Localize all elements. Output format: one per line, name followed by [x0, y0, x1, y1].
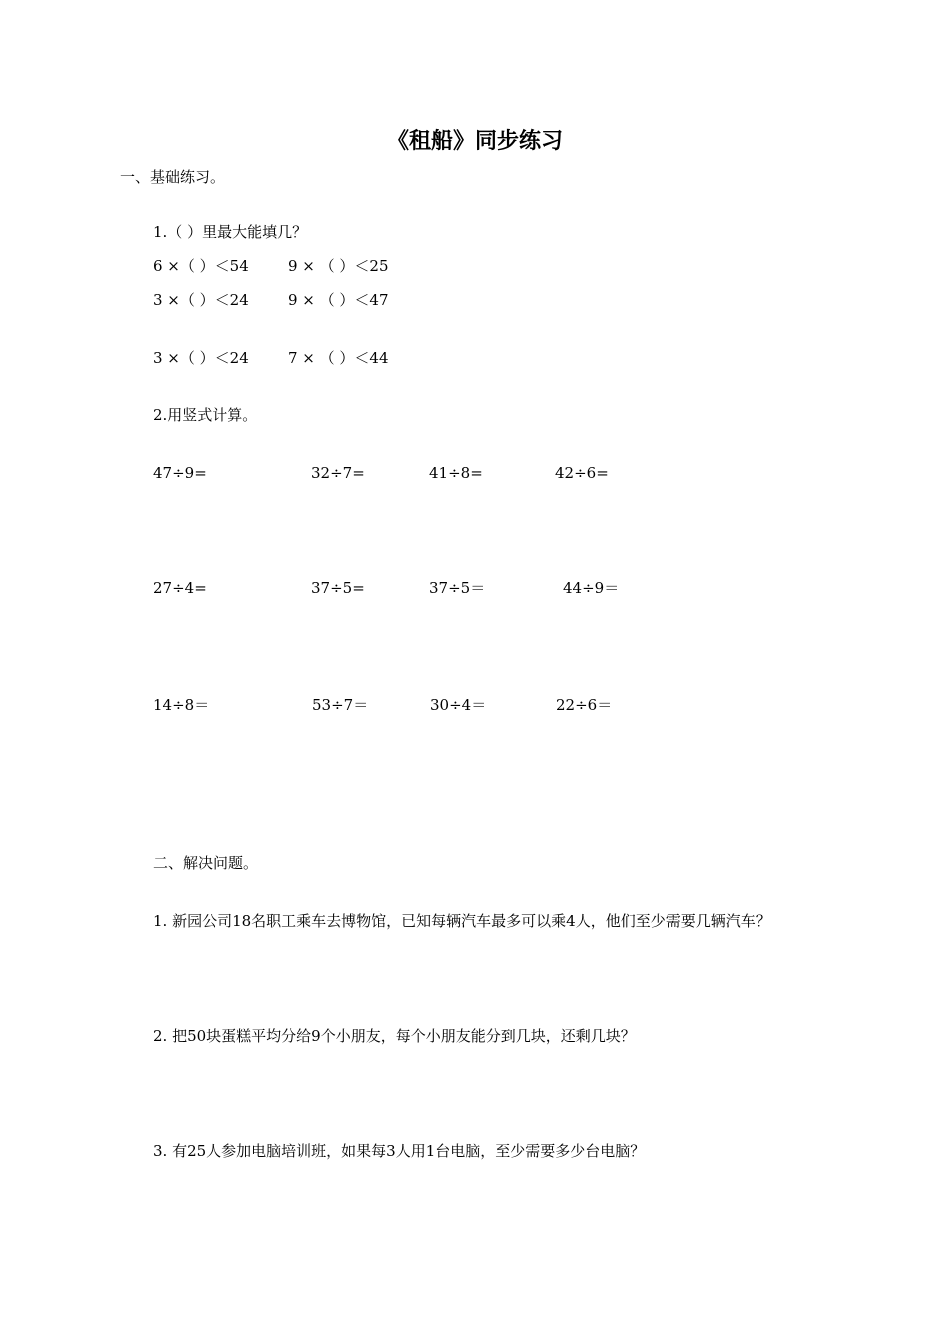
q2-prompt: 2.用竖式计算。 [153, 406, 258, 424]
q1-prompt: 1.（ ）里最大能填几？ [153, 223, 308, 241]
q1-row2-item1: 3 ×（ ）＜24 [153, 291, 249, 309]
page-title: 《租船》同步练习 [386, 129, 563, 154]
section-2-heading: 二、解决问题。 [153, 854, 259, 872]
q2-row2-item3: 37÷5＝ [429, 579, 486, 597]
q2-row1-item3: 41÷8= [429, 464, 483, 482]
q1-row3-item2: 7 × （ ）＜44 [288, 349, 389, 367]
section-1-heading: 一、基础练习。 [120, 168, 226, 186]
q2-row3-item1: 14÷8＝ [153, 696, 210, 714]
q2-row1-item2: 32÷7= [311, 464, 365, 482]
q2-row3-item3: 30÷4＝ [430, 696, 487, 714]
q2-row1-item4: 42÷6= [555, 464, 609, 482]
q1-row3-item1: 3 ×（ ）＜24 [153, 349, 249, 367]
q2-row3-item4: 22÷6＝ [556, 696, 613, 714]
q2-row2-item1: 27÷4= [153, 579, 207, 597]
q2-row3-item2: 53÷7＝ [312, 696, 369, 714]
problem-3: 3. 有25人参加电脑培训班，如果每3人用1台电脑，至少需要多少台电脑？ [153, 1142, 646, 1160]
q1-row1-item2: 9 × （ ）＜25 [288, 257, 389, 275]
q1-row1-item1: 6 ×（ ）＜54 [153, 257, 249, 275]
q2-row2-item2: 37÷5= [311, 579, 365, 597]
q1-row2-item2: 9 × （ ）＜47 [288, 291, 389, 309]
q2-row1-item1: 47÷9= [153, 464, 207, 482]
q2-row2-item4: 44÷9＝ [563, 579, 620, 597]
problem-1: 1. 新园公司18名职工乘车去博物馆，已知每辆汽车最多可以乘4人，他们至少需要几辆汽车？ [153, 912, 771, 930]
problem-2: 2. 把50块蛋糕平均分给9个小朋友，每个小朋友能分到几块，还剩几块？ [153, 1027, 636, 1045]
